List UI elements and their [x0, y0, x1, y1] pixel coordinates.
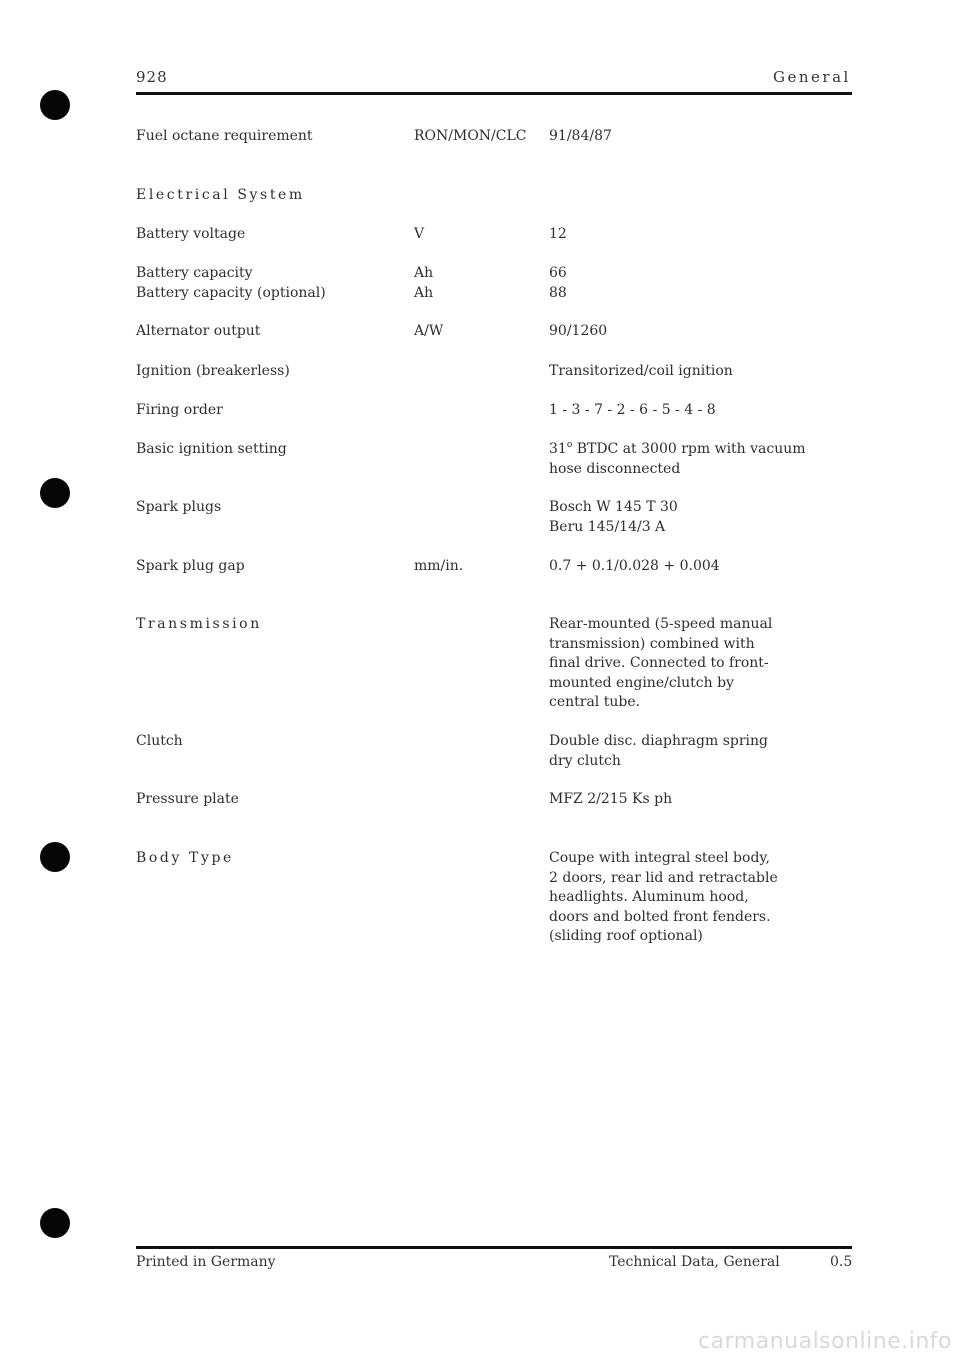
basic-ignition-rest: BTDC at 3000 rpm with vacuum	[572, 441, 806, 457]
battery-capacity-label: Battery capacity	[136, 265, 253, 281]
punch-hole	[40, 842, 70, 872]
fuel-value: 91/84/87	[549, 128, 612, 144]
body-line: 2 doors, rear lid and retractable	[549, 869, 778, 886]
transmission-description	[549, 615, 772, 713]
footer-rule	[136, 1246, 852, 1249]
pressure-plate-value: MFZ 2/215 Ks ph	[549, 791, 673, 807]
spark-plugs-line2: Beru 145/14/3 A	[549, 518, 666, 535]
footer-printed: Printed in Germany	[136, 1254, 276, 1270]
punch-hole	[40, 1208, 70, 1238]
transmission-line: final drive. Connected to front-	[549, 655, 769, 671]
spark-gap-unit: mm/in.	[414, 558, 464, 574]
firing-order-label: Firing order	[136, 402, 223, 418]
header-section: General	[773, 68, 851, 86]
clutch-label: Clutch	[136, 733, 183, 749]
punch-hole	[40, 478, 70, 508]
header-rule	[136, 92, 852, 95]
pressure-plate-label: Pressure plate	[136, 791, 239, 807]
firing-order-value: 1 - 3 - 7 - 2 - 6 - 5 - 4 - 8	[549, 402, 716, 418]
degree-symbol: o	[566, 440, 573, 450]
battery-capacity-value: 66	[549, 265, 567, 281]
transmission-heading: Transmission	[136, 616, 262, 632]
basic-ignition-value	[549, 440, 806, 479]
spark-plugs-value	[549, 498, 678, 537]
basic-ignition-degrees: 31	[549, 441, 567, 457]
body-line: headlights. Aluminum hood,	[549, 889, 749, 905]
battery-capacity-optional-value: 88	[549, 285, 567, 301]
battery-capacity-optional-unit: Ah	[414, 285, 434, 301]
body-line: doors and bolted front fenders.	[549, 908, 771, 925]
spark-plugs-label: Spark plugs	[136, 499, 222, 515]
transmission-line: transmission) combined with	[549, 635, 755, 652]
battery-capacity-optional-label: Battery capacity (optional)	[136, 285, 326, 301]
battery-voltage-value: 12	[549, 226, 567, 242]
footer-title: Technical Data, General	[609, 1254, 780, 1270]
ignition-label: Ignition (breakerless)	[136, 363, 290, 379]
alternator-unit: A/W	[414, 323, 444, 339]
fuel-unit: RON/MON/CLC	[414, 128, 527, 144]
transmission-line: central tube.	[549, 694, 641, 710]
clutch-line: dry clutch	[549, 752, 621, 769]
alternator-label: Alternator output	[136, 323, 261, 339]
electrical-heading: Electrical System	[136, 187, 305, 203]
body-description	[549, 849, 778, 947]
footer-page-number: 0.5	[830, 1254, 853, 1270]
clutch-line: Double disc. diaphragm spring	[549, 733, 768, 749]
basic-ignition-label: Basic ignition setting	[136, 441, 287, 457]
header-model: 928	[136, 68, 168, 86]
watermark: carmanualsonline.info	[698, 1329, 952, 1354]
battery-capacity-unit: Ah	[414, 265, 434, 281]
spark-gap-label: Spark plug gap	[136, 558, 245, 574]
spark-gap-value: 0.7 + 0.1/0.028 + 0.004	[549, 558, 720, 574]
ignition-value: Transitorized/coil ignition	[549, 363, 733, 379]
battery-voltage-label: Battery voltage	[136, 226, 246, 242]
clutch-description	[549, 732, 768, 771]
body-line: Coupe with integral steel body,	[549, 850, 770, 866]
body-heading: Body Type	[136, 850, 234, 866]
transmission-line: mounted engine/clutch by	[549, 674, 734, 691]
body-line: (sliding roof optional)	[549, 928, 703, 944]
punch-hole	[40, 90, 70, 120]
battery-voltage-unit: V	[414, 226, 425, 242]
transmission-line: Rear-mounted (5-speed manual	[549, 616, 773, 632]
fuel-label: Fuel octane requirement	[136, 128, 313, 144]
basic-ignition-line2: hose disconnected	[549, 460, 681, 477]
alternator-value: 90/1260	[549, 323, 608, 339]
spark-plugs-line1: Bosch W 145 T 30	[549, 499, 678, 515]
